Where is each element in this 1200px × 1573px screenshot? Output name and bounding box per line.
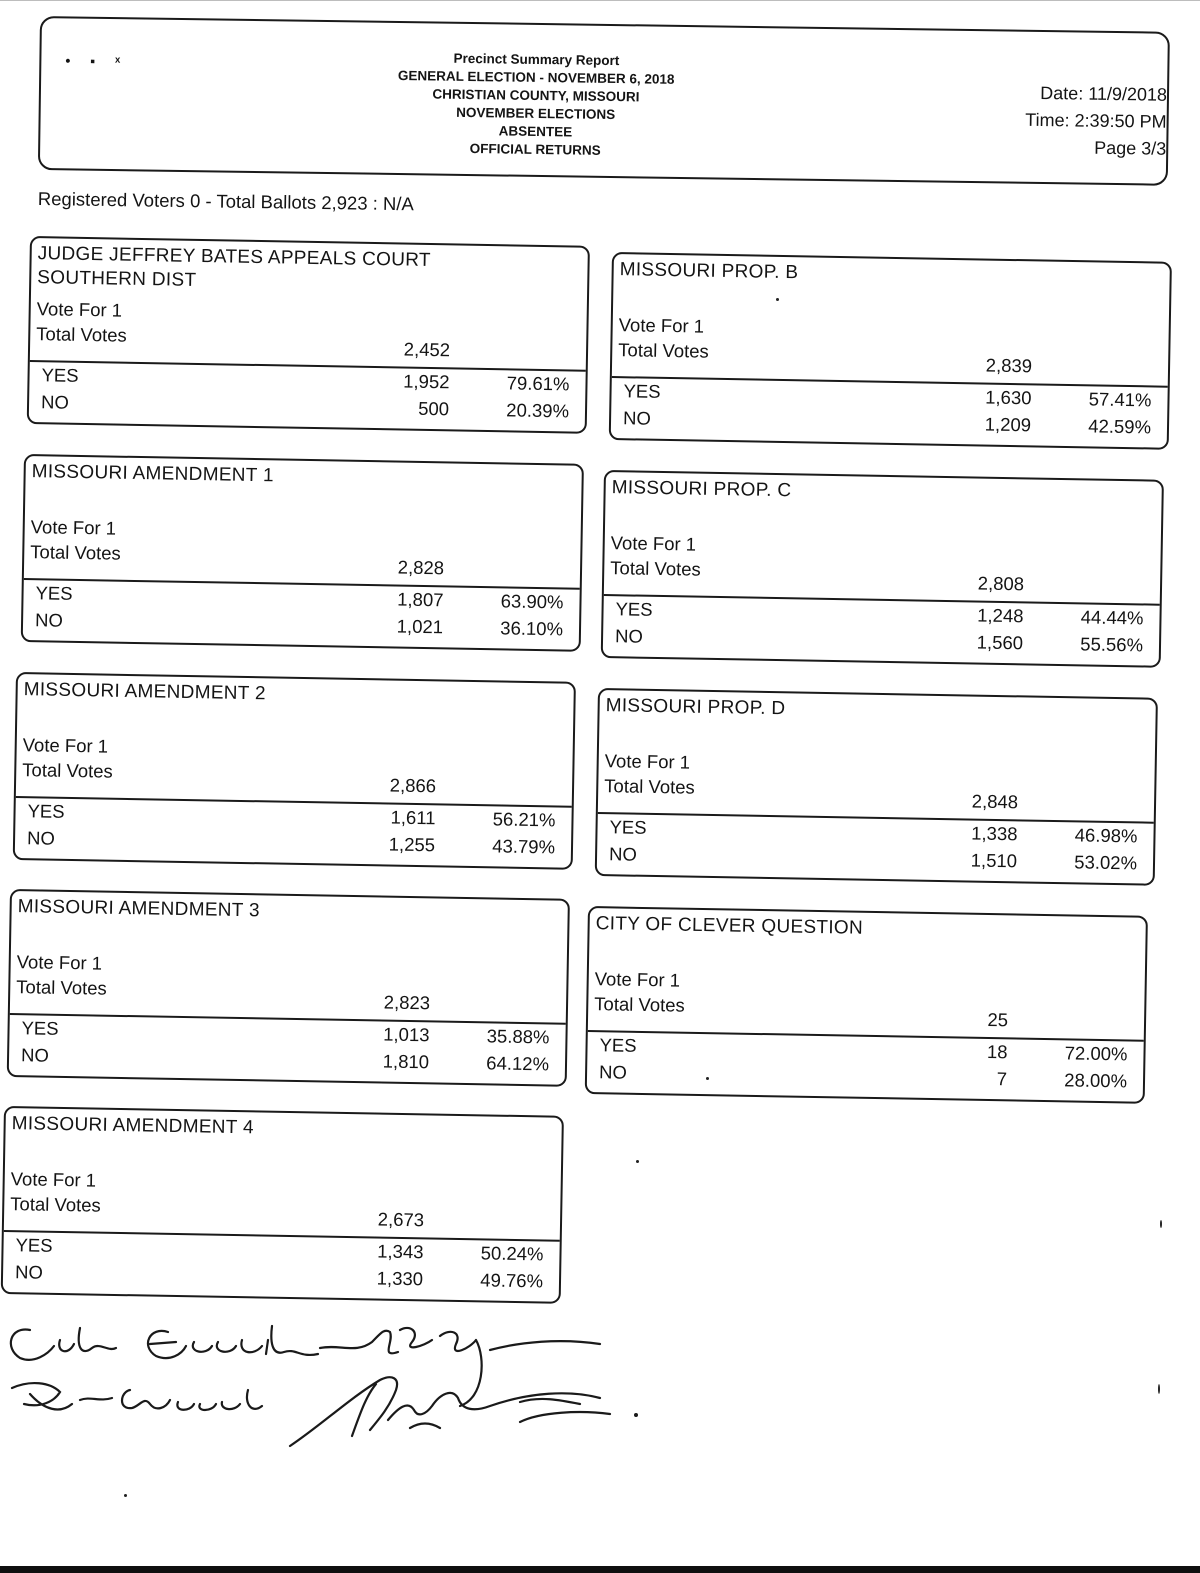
total-votes-label: Total Votes [610,557,701,580]
contest-title: MISSOURI AMENDMENT 1 [31,461,274,487]
contest-title: MISSOURI PROP. D [605,695,786,720]
yes-label: YES [599,1034,637,1056]
scan-speck [1158,1384,1160,1394]
no-percent: 53.02% [1074,851,1138,874]
no-votes: 1,810 [382,1050,430,1073]
scan-speck [706,1077,709,1080]
contest-divider [612,376,1168,387]
scan-top-edge [0,0,1200,1]
total-votes-value: 2,866 [389,774,437,797]
total-votes-value: 2,673 [377,1208,425,1231]
yes-votes: 1,343 [377,1240,424,1263]
contest-divider [10,1013,566,1024]
no-percent: 36.10% [500,617,564,640]
yes-votes: 1,338 [971,822,1018,845]
signatures-image [0,1318,660,1468]
vote-for-label: Vote For 1 [10,1168,97,1191]
scan-speck [1160,1220,1162,1228]
contest-title: JUDGE JEFFREY BATES APPEALS COURT SOUTHERN DIST [37,243,431,291]
report-title: Precinct Summary Report [453,50,620,69]
scan-speck [636,1160,639,1163]
no-percent: 42.59% [1088,415,1152,438]
elections-label: NOVEMBER ELECTIONS [456,104,616,123]
total-votes-value: 2,823 [383,991,431,1014]
contest-title: CITY OF CLEVER QUESTION [595,913,864,939]
no-label: NO [14,1261,44,1283]
total-votes-value: 25 [987,1008,1009,1031]
county-name: CHRISTIAN COUNTY, MISSOURI [432,86,640,105]
no-label: NO [26,827,56,849]
contest-divider [30,360,586,371]
total-votes-label: Total Votes [30,541,121,564]
no-votes: 1,560 [976,631,1024,654]
contest-divider [16,796,572,807]
yes-label: YES [15,1234,53,1256]
yes-votes: 18 [986,1040,1008,1063]
vote-for-label: Vote For 1 [16,951,103,974]
scan-speck [776,298,779,301]
yes-votes: 1,611 [390,806,436,829]
no-percent: 43.79% [492,835,556,858]
header-center-block [370,49,701,162]
yes-percent: 35.88% [486,1025,550,1048]
scan-bottom-edge [0,1566,1200,1573]
ballot-type: ABSENTEE [498,123,573,140]
no-votes: 1,330 [376,1267,424,1290]
total-votes-value: 2,848 [971,790,1019,813]
no-votes: 1,209 [984,413,1032,436]
no-label: NO [608,843,638,865]
yes-percent: 44.44% [1080,606,1144,629]
no-votes: 1,255 [388,833,436,856]
total-votes-label: Total Votes [22,759,113,782]
no-percent: 28.00% [1064,1069,1128,1092]
vote-for-label: Vote For 1 [610,532,697,555]
yes-label: YES [615,598,653,620]
yes-label: YES [623,380,661,402]
no-votes: 7 [996,1068,1008,1090]
scan-speck [124,1494,127,1497]
no-percent: 55.56% [1080,633,1144,656]
yes-label: YES [35,582,73,604]
yes-label: YES [27,800,65,822]
contest-divider [4,1230,560,1241]
contest-box [27,236,590,434]
returns-label: OFFICIAL RETURNS [469,141,601,158]
yes-percent: 63.90% [500,590,564,613]
vote-for-label: Vote For 1 [22,734,109,757]
total-votes-label: Total Votes [594,993,685,1016]
election-name: GENERAL ELECTION - NOVEMBER 6, 2018 [397,68,675,87]
total-votes-label: Total Votes [16,976,107,999]
contest-divider [604,594,1160,605]
yes-votes: 1,248 [977,604,1024,627]
yes-votes: 1,630 [985,386,1032,409]
contest-divider [588,1030,1144,1041]
yes-votes: 1,013 [383,1023,430,1046]
contest-title: MISSOURI AMENDMENT 2 [23,679,266,705]
total-votes-value: 2,808 [977,572,1025,595]
total-votes-value: 2,828 [397,556,445,579]
registered-voters-line: Registered Voters 0 - Total Ballots 2,923 : N/A [37,188,414,215]
header-marks: • ▪ ˣ [65,52,129,70]
contest-box [585,906,1148,1104]
total-votes-label: Total Votes [36,323,127,346]
yes-percent: 46.98% [1074,824,1138,847]
vote-for-label: Vote For 1 [618,314,705,337]
no-label: NO [614,625,644,647]
contest-box [7,889,570,1087]
total-votes-value: 2,452 [403,338,451,361]
page-number: Page 3/3 [1094,137,1167,159]
no-votes: 1,021 [396,615,444,638]
contest-box [601,470,1164,668]
no-percent: 20.39% [506,399,570,422]
report-header-box [38,16,1170,186]
contest-title: MISSOURI PROP. B [619,259,799,284]
total-votes-label: Total Votes [10,1193,101,1216]
vote-for-label: Vote For 1 [604,750,691,773]
contest-box [609,252,1172,450]
no-label: NO [40,391,70,413]
total-votes-label: Total Votes [604,775,695,798]
yes-votes: 1,807 [397,588,444,611]
vote-for-label: Vote For 1 [594,968,681,991]
yes-percent: 57.41% [1088,388,1152,411]
yes-percent: 72.00% [1064,1042,1128,1065]
yes-percent: 56.21% [492,808,556,831]
contest-divider [24,578,580,589]
vote-for-label: Vote For 1 [30,516,117,539]
contest-box [1,1106,564,1304]
contest-box [595,688,1158,886]
report-time: Time: 2:39:50 PM [1025,109,1167,132]
no-votes: 1,510 [970,849,1018,872]
contest-divider [598,812,1154,823]
vote-for-label: Vote For 1 [36,298,123,321]
header-meta [990,79,1167,162]
yes-label: YES [41,364,79,386]
no-label: NO [598,1061,628,1083]
no-percent: 49.76% [480,1269,544,1292]
contest-box [21,454,584,652]
contest-box [13,672,576,870]
no-votes: 500 [417,397,450,420]
contest-title: MISSOURI AMENDMENT 3 [17,896,260,922]
contest-title: MISSOURI AMENDMENT 4 [11,1113,254,1139]
total-votes-label: Total Votes [618,339,709,362]
report-date: Date: 11/9/2018 [1040,82,1168,105]
yes-label: YES [21,1017,59,1039]
no-percent: 64.12% [486,1052,550,1075]
contest-title: MISSOURI PROP. C [611,477,792,502]
yes-votes: 1,952 [403,370,450,393]
yes-label: YES [609,816,647,838]
no-label: NO [20,1044,50,1066]
total-votes-value: 2,839 [985,354,1033,377]
yes-percent: 79.61% [506,372,570,395]
no-label: NO [34,609,64,631]
yes-percent: 50.24% [480,1242,544,1265]
no-label: NO [622,407,652,429]
